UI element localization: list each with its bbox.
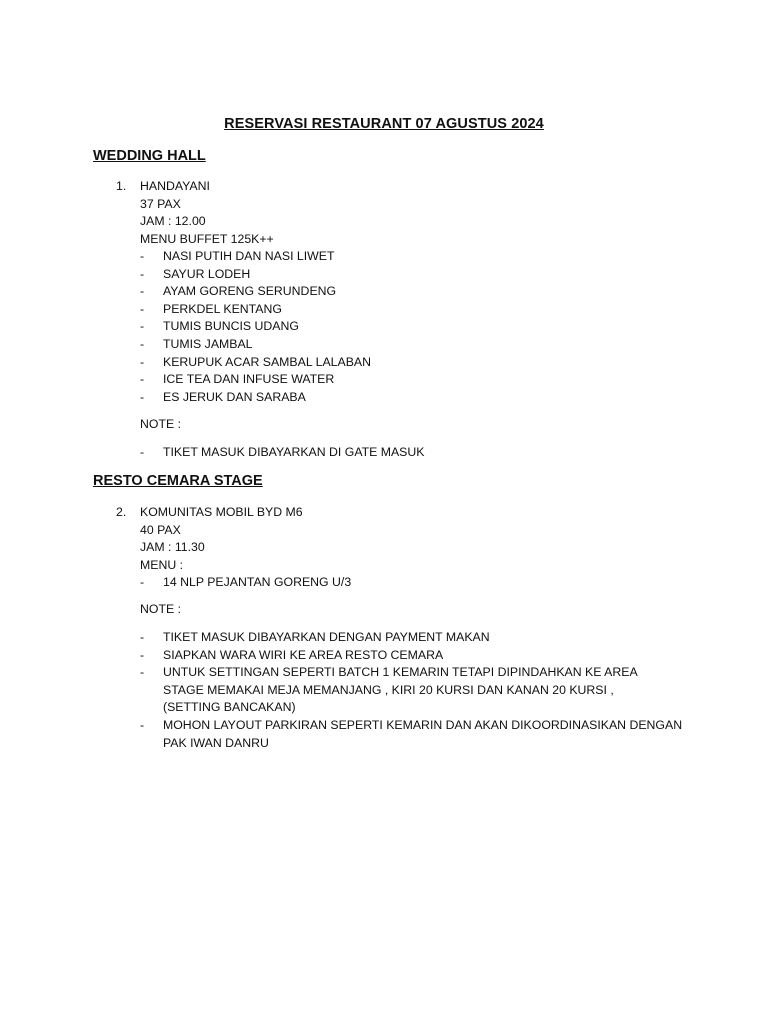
bullet-dash: - [140, 337, 145, 351]
note-item: SIAPKAN WARA WIRI KE AREA RESTO CEMARA [163, 648, 444, 662]
menu-item: 14 NLP PEJANTAN GORENG U/3 [163, 575, 352, 589]
entry-menu-label: MENU : [140, 558, 184, 572]
bullet-dash: - [140, 390, 145, 404]
note-label: NOTE : [140, 602, 181, 616]
menu-item: TUMIS BUNCIS UDANG [163, 319, 299, 333]
menu-item: SAYUR LODEH [163, 267, 251, 281]
note-label: NOTE : [140, 417, 181, 431]
menu-item: NASI PUTIH DAN NASI LIWET [163, 249, 335, 263]
entry-time: JAM : 11.30 [140, 540, 205, 554]
bullet-dash: - [140, 648, 145, 662]
menu-item: TUMIS JAMBAL [163, 337, 253, 351]
bullet-dash: - [140, 665, 145, 679]
bullet-dash: - [140, 718, 145, 732]
document-title: RESERVASI RESTAURANT 07 AGUSTUS 2024 [224, 116, 544, 132]
bullet-dash: - [140, 630, 145, 644]
entry-number: 1. [116, 179, 127, 193]
note-item: TIKET MASUK DIBAYARKAN DI GATE MASUK [163, 445, 425, 459]
entry-menu-label: MENU BUFFET 125K++ [140, 232, 274, 246]
bullet-dash: - [140, 372, 145, 386]
entry-name: HANDAYANI [140, 179, 210, 193]
section-heading-wedding-hall: WEDDING HALL [93, 148, 206, 164]
bullet-dash: - [140, 355, 145, 369]
menu-item: AYAM GORENG SERUNDENG [163, 284, 337, 298]
section-heading-resto-cemara-stage: RESTO CEMARA STAGE [93, 473, 263, 489]
bullet-dash: - [140, 445, 145, 459]
bullet-dash: - [140, 319, 145, 333]
note-item: TIKET MASUK DIBAYARKAN DENGAN PAYMENT MAKAN [163, 630, 490, 644]
entry-pax: 40 PAX [140, 523, 181, 537]
entry-name: KOMUNITAS MOBIL BYD M6 [140, 505, 303, 519]
entry-number: 2. [116, 505, 127, 519]
menu-item: KERUPUK ACAR SAMBAL LALABAN [163, 355, 371, 369]
entry-pax: 37 PAX [140, 197, 181, 211]
bullet-dash: - [140, 575, 145, 589]
menu-item: ICE TEA DAN INFUSE WATER [163, 372, 335, 386]
bullet-dash: - [140, 267, 145, 281]
note-item: MOHON LAYOUT PARKIRAN SEPERTI KEMARIN DAN AKAN DIKOORDINASIKAN DENGAN PAK IWAN DANRU [163, 718, 683, 750]
menu-item: PERKDEL KENTANG [163, 302, 282, 316]
bullet-dash: - [140, 284, 145, 298]
bullet-dash: - [140, 249, 145, 263]
entry-time: JAM : 12.00 [140, 214, 206, 228]
note-item: UNTUK SETTINGAN SEPERTI BATCH 1 KEMARIN TETAPI DIPINDAHKAN KE AREA STAGE MEMAKAI MEJA MEMANJANG , KIRI 20 KURSI DAN KANAN 20 KURSI , (SETTING BANCAKAN) [163, 665, 637, 715]
menu-item: ES JERUK DAN SARABA [163, 390, 306, 404]
bullet-dash: - [140, 302, 145, 316]
